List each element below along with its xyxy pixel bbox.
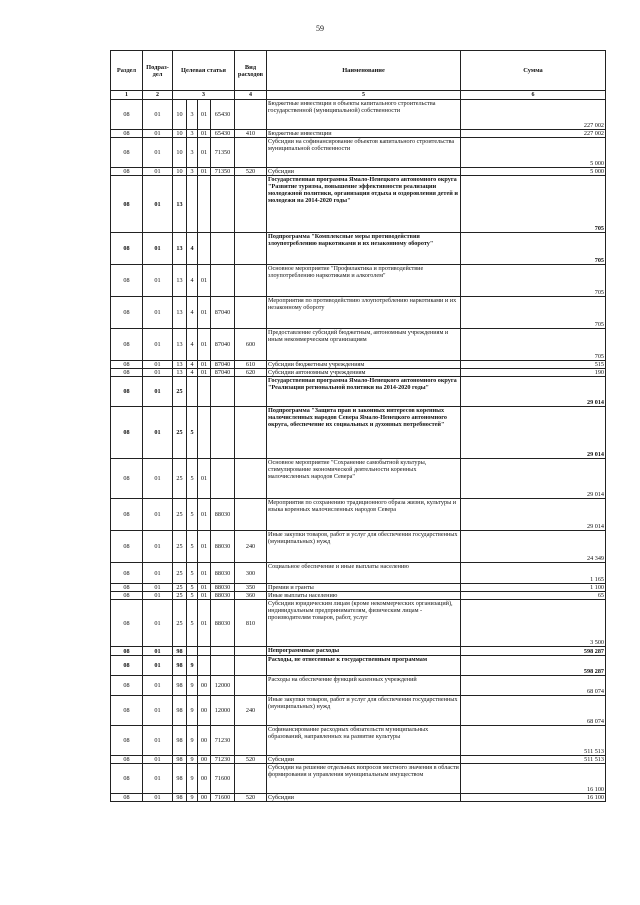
- cell-podrazdel: 01: [143, 130, 173, 138]
- cell-name: Мероприятия по сохранению традиционного образа жизни, культуры и языка коренных малочисленных народов Севера: [267, 499, 461, 531]
- table-row: [111, 407, 606, 459]
- cell-direction: 87040: [211, 361, 235, 369]
- cell-name: Расходы, не отнесенные к государственным программам: [267, 656, 461, 676]
- cell-name: Подпрограмма "Защита прав и законных интересов коренных малочисленных народов Севера Ямало-Ненецкого автономного округа, обеспечение их социальных и духовных потребностей": [267, 407, 461, 459]
- cell-subprogram: 9: [187, 794, 198, 802]
- cell-vid: 240: [235, 696, 267, 726]
- cell-vid: 620: [235, 369, 267, 377]
- cell-direction: 88030: [211, 584, 235, 592]
- cell-razdel: 08: [111, 499, 143, 531]
- cell-vid: [235, 647, 267, 656]
- cell-razdel: 08: [111, 696, 143, 726]
- cell-program: 98: [173, 726, 187, 756]
- cell-name: Иные закупки товаров, работ и услуг для обеспечения государственных (муниципальных) нужд: [267, 696, 461, 726]
- header-row: [111, 51, 606, 91]
- cell-name: Субсидии автономным учреждениям: [267, 369, 461, 377]
- cell-measure: 00: [198, 726, 211, 756]
- cell-sum: 511 513: [461, 756, 606, 764]
- cell-program: 98: [173, 656, 187, 676]
- cell-subprogram: 5: [187, 531, 198, 563]
- cell-direction: 71230: [211, 726, 235, 756]
- cell-name: Мероприятия по противодействию злоупотреблению наркотиками и их незаконному обороту: [267, 297, 461, 329]
- cell-sum: 5 000: [461, 168, 606, 176]
- cell-name: Субсидии: [267, 794, 461, 802]
- cell-razdel: 08: [111, 130, 143, 138]
- page-number: 59: [316, 24, 324, 33]
- cell-program: 25: [173, 459, 187, 499]
- cell-vid: 610: [235, 361, 267, 369]
- cell-program: 13: [173, 369, 187, 377]
- cell-subprogram: 5: [187, 600, 198, 647]
- cell-sum: 16 100: [461, 764, 606, 794]
- cell-subprogram: 3: [187, 130, 198, 138]
- cell-sum: 705: [461, 176, 606, 233]
- cell-direction: [211, 647, 235, 656]
- cell-program: 10: [173, 100, 187, 130]
- cell-sum: 705: [461, 329, 606, 361]
- cell-podrazdel: 01: [143, 499, 173, 531]
- cell-sum: 24 349: [461, 531, 606, 563]
- table-row: [111, 100, 606, 130]
- cell-vid: [235, 764, 267, 794]
- cell-direction: 88030: [211, 499, 235, 531]
- cell-name: Непрограммные расходы: [267, 647, 461, 656]
- cell-razdel: 08: [111, 361, 143, 369]
- cell-podrazdel: 01: [143, 361, 173, 369]
- cell-program: 13: [173, 361, 187, 369]
- cell-program: 98: [173, 794, 187, 802]
- cell-podrazdel: 01: [143, 407, 173, 459]
- table-row: [111, 138, 606, 168]
- cell-name: Бюджетные инвестиции: [267, 130, 461, 138]
- cell-subprogram: 3: [187, 138, 198, 168]
- table-row: [111, 130, 606, 138]
- cell-name: Основное мероприятие "Профилактика и противодействие злоупотреблению наркотиками и алкоголем": [267, 265, 461, 297]
- table-row: [111, 676, 606, 696]
- cell-measure: 01: [198, 168, 211, 176]
- cell-sum: 29 014: [461, 407, 606, 459]
- cell-direction: 71350: [211, 138, 235, 168]
- cell-podrazdel: 01: [143, 297, 173, 329]
- cell-direction: 88030: [211, 531, 235, 563]
- cell-measure: 01: [198, 499, 211, 531]
- cell-program: 98: [173, 764, 187, 794]
- cell-vid: [235, 176, 267, 233]
- cell-name: Иные выплаты населению: [267, 592, 461, 600]
- cell-subprogram: [187, 647, 198, 656]
- cell-vid: [235, 138, 267, 168]
- cell-subprogram: 5: [187, 407, 198, 459]
- cell-subprogram: 4: [187, 265, 198, 297]
- cell-subprogram: 3: [187, 100, 198, 130]
- cell-measure: 01: [198, 563, 211, 584]
- cell-vid: [235, 407, 267, 459]
- cell-program: 13: [173, 297, 187, 329]
- cell-measure: 01: [198, 369, 211, 377]
- table-row: [111, 361, 606, 369]
- cell-vid: [235, 726, 267, 756]
- cell-podrazdel: 01: [143, 100, 173, 130]
- table-row: [111, 265, 606, 297]
- cell-podrazdel: 01: [143, 531, 173, 563]
- cell-measure: 00: [198, 696, 211, 726]
- cell-podrazdel: 01: [143, 369, 173, 377]
- cell-sum: 227 002: [461, 100, 606, 130]
- table-row: [111, 764, 606, 794]
- cell-razdel: 08: [111, 647, 143, 656]
- cell-direction: [211, 656, 235, 676]
- cell-measure: [198, 233, 211, 265]
- cell-razdel: 08: [111, 531, 143, 563]
- col-header-name: Наименование: [267, 51, 461, 91]
- cell-sum: 515: [461, 361, 606, 369]
- cell-program: 25: [173, 563, 187, 584]
- cell-razdel: 08: [111, 265, 143, 297]
- cell-measure: [198, 377, 211, 407]
- table-row: [111, 647, 606, 656]
- cell-sum: 598 287: [461, 647, 606, 656]
- cell-measure: 01: [198, 100, 211, 130]
- cell-razdel: 08: [111, 592, 143, 600]
- cell-direction: 71600: [211, 794, 235, 802]
- cell-program: 13: [173, 329, 187, 361]
- cell-measure: 01: [198, 584, 211, 592]
- cell-razdel: 08: [111, 176, 143, 233]
- cell-vid: [235, 297, 267, 329]
- cell-measure: 00: [198, 794, 211, 802]
- cell-measure: 01: [198, 592, 211, 600]
- col-number: 6: [461, 91, 606, 100]
- table-row: [111, 696, 606, 726]
- cell-razdel: 08: [111, 233, 143, 265]
- cell-direction: [211, 265, 235, 297]
- column-number-row: [111, 91, 606, 100]
- cell-podrazdel: 01: [143, 176, 173, 233]
- cell-razdel: 08: [111, 100, 143, 130]
- cell-razdel: 08: [111, 329, 143, 361]
- cell-subprogram: 4: [187, 369, 198, 377]
- cell-measure: 01: [198, 600, 211, 647]
- cell-podrazdel: 01: [143, 764, 173, 794]
- cell-sum: 705: [461, 297, 606, 329]
- table-row: [111, 531, 606, 563]
- cell-razdel: 08: [111, 656, 143, 676]
- cell-podrazdel: 01: [143, 377, 173, 407]
- cell-vid: [235, 377, 267, 407]
- cell-subprogram: [187, 176, 198, 233]
- cell-name: Социальное обеспечение и иные выплаты населению: [267, 563, 461, 584]
- cell-podrazdel: 01: [143, 647, 173, 656]
- cell-vid: 350: [235, 584, 267, 592]
- cell-sum: 511 513: [461, 726, 606, 756]
- cell-program: 25: [173, 531, 187, 563]
- cell-sum: 29 014: [461, 499, 606, 531]
- cell-podrazdel: 01: [143, 459, 173, 499]
- col-header-vid: Вид расходов: [235, 51, 267, 91]
- cell-direction: 87040: [211, 297, 235, 329]
- cell-podrazdel: 01: [143, 329, 173, 361]
- cell-name: Основное мероприятие "Сохранение самобытной культуры, стимулирование экономической деятельности коренных малочисленных народов Севера": [267, 459, 461, 499]
- table-row: [111, 168, 606, 176]
- cell-sum: 1 165: [461, 563, 606, 584]
- table-row: [111, 794, 606, 802]
- cell-measure: 01: [198, 265, 211, 297]
- table-row: [111, 297, 606, 329]
- cell-razdel: 08: [111, 459, 143, 499]
- cell-subprogram: 9: [187, 726, 198, 756]
- col-header-sum: Сумма: [461, 51, 606, 91]
- cell-name: Бюджетные инвестиции в объекты капитального строительства государственной (муниципальной) собственности: [267, 100, 461, 130]
- cell-direction: 71230: [211, 756, 235, 764]
- col-header-razdel: Раздел: [111, 51, 143, 91]
- cell-subprogram: 4: [187, 329, 198, 361]
- table-row: [111, 329, 606, 361]
- cell-name: Иные закупки товаров, работ и услуг для обеспечения государственных (муниципальных) нужд: [267, 531, 461, 563]
- cell-program: 13: [173, 233, 187, 265]
- cell-direction: 71350: [211, 168, 235, 176]
- cell-subprogram: 3: [187, 168, 198, 176]
- cell-name: Субсидии на софинансирование объектов капитального строительства муниципальной собственности: [267, 138, 461, 168]
- table-row: [111, 756, 606, 764]
- cell-measure: [198, 176, 211, 233]
- cell-subprogram: 4: [187, 297, 198, 329]
- cell-razdel: 08: [111, 168, 143, 176]
- cell-direction: 65430: [211, 130, 235, 138]
- cell-podrazdel: 01: [143, 726, 173, 756]
- col-number: 5: [267, 91, 461, 100]
- cell-podrazdel: 01: [143, 600, 173, 647]
- cell-razdel: 08: [111, 563, 143, 584]
- cell-name: Государственная программа Ямало-Ненецкого автономного округа "Развитие туризма, повышение эффективности реализации молодежной политики, организация отдыха и оздоровления детей и молодежи на 2014-2020 годы": [267, 176, 461, 233]
- cell-sum: 29 014: [461, 459, 606, 499]
- cell-direction: 87040: [211, 369, 235, 377]
- cell-vid: 520: [235, 794, 267, 802]
- cell-subprogram: [187, 377, 198, 407]
- cell-direction: 71600: [211, 764, 235, 794]
- cell-vid: 360: [235, 592, 267, 600]
- cell-razdel: 08: [111, 764, 143, 794]
- cell-razdel: 08: [111, 600, 143, 647]
- cell-sum: 65: [461, 592, 606, 600]
- cell-direction: [211, 377, 235, 407]
- cell-subprogram: 5: [187, 459, 198, 499]
- cell-subprogram: 4: [187, 361, 198, 369]
- cell-vid: 410: [235, 130, 267, 138]
- col-number: 2: [143, 91, 173, 100]
- cell-subprogram: 5: [187, 499, 198, 531]
- col-number: 1: [111, 91, 143, 100]
- cell-podrazdel: 01: [143, 584, 173, 592]
- cell-sum: 1 100: [461, 584, 606, 592]
- table-row: [111, 176, 606, 233]
- cell-measure: 01: [198, 297, 211, 329]
- cell-program: 25: [173, 377, 187, 407]
- cell-podrazdel: 01: [143, 794, 173, 802]
- cell-podrazdel: 01: [143, 563, 173, 584]
- cell-direction: 88030: [211, 600, 235, 647]
- cell-name: Подпрограмма "Комплексные меры противодействия злоупотреблению наркотиками и их незаконному обороту": [267, 233, 461, 265]
- cell-vid: 300: [235, 563, 267, 584]
- cell-subprogram: 5: [187, 584, 198, 592]
- cell-podrazdel: 01: [143, 265, 173, 297]
- cell-program: 98: [173, 756, 187, 764]
- cell-vid: 520: [235, 756, 267, 764]
- cell-program: 25: [173, 584, 187, 592]
- cell-direction: [211, 176, 235, 233]
- cell-name: Субсидии бюджетным учреждениям: [267, 361, 461, 369]
- cell-measure: 00: [198, 756, 211, 764]
- cell-razdel: 08: [111, 369, 143, 377]
- cell-name: Субсидии: [267, 756, 461, 764]
- cell-direction: 88030: [211, 563, 235, 584]
- cell-sum: 68 074: [461, 676, 606, 696]
- cell-sum: 3 500: [461, 600, 606, 647]
- cell-direction: [211, 407, 235, 459]
- cell-vid: 520: [235, 168, 267, 176]
- cell-measure: 01: [198, 130, 211, 138]
- cell-direction: [211, 233, 235, 265]
- cell-podrazdel: 01: [143, 696, 173, 726]
- cell-razdel: 08: [111, 584, 143, 592]
- cell-program: 98: [173, 676, 187, 696]
- cell-razdel: 08: [111, 794, 143, 802]
- table-row: [111, 233, 606, 265]
- cell-razdel: 08: [111, 407, 143, 459]
- table-row: [111, 563, 606, 584]
- cell-direction: 12000: [211, 696, 235, 726]
- col-header-target: Целевая статья: [173, 51, 235, 91]
- table-row: [111, 499, 606, 531]
- table-row: [111, 369, 606, 377]
- cell-measure: 00: [198, 676, 211, 696]
- cell-program: 98: [173, 696, 187, 726]
- cell-sum: 598 287: [461, 656, 606, 676]
- cell-program: 25: [173, 600, 187, 647]
- cell-razdel: 08: [111, 726, 143, 756]
- cell-measure: 01: [198, 361, 211, 369]
- cell-measure: 01: [198, 329, 211, 361]
- cell-vid: 240: [235, 531, 267, 563]
- cell-vid: 600: [235, 329, 267, 361]
- cell-podrazdel: 01: [143, 138, 173, 168]
- cell-program: 98: [173, 647, 187, 656]
- cell-measure: [198, 407, 211, 459]
- table-row: [111, 726, 606, 756]
- col-header-podrazdel: Подраз-дел: [143, 51, 173, 91]
- cell-sum: 190: [461, 369, 606, 377]
- budget-table: [110, 50, 606, 802]
- table-row: [111, 592, 606, 600]
- cell-program: 10: [173, 130, 187, 138]
- cell-measure: 00: [198, 764, 211, 794]
- cell-direction: 12000: [211, 676, 235, 696]
- cell-vid: 810: [235, 600, 267, 647]
- col-number: 3: [173, 91, 235, 100]
- cell-subprogram: 9: [187, 756, 198, 764]
- cell-measure: 01: [198, 459, 211, 499]
- cell-name: Предоставление субсидий бюджетным, автономным учреждениям и иным некоммерческим организациям: [267, 329, 461, 361]
- cell-razdel: 08: [111, 676, 143, 696]
- cell-program: 10: [173, 138, 187, 168]
- cell-podrazdel: 01: [143, 233, 173, 265]
- cell-subprogram: 9: [187, 676, 198, 696]
- cell-measure: 01: [198, 531, 211, 563]
- cell-vid: [235, 459, 267, 499]
- cell-subprogram: 4: [187, 233, 198, 265]
- table-row: [111, 600, 606, 647]
- cell-podrazdel: 01: [143, 168, 173, 176]
- cell-name: Субсидии: [267, 168, 461, 176]
- col-number: 4: [235, 91, 267, 100]
- cell-name: Государственная программа Ямало-Ненецкого автономного округа "Реализация региональной политики на 2014-2020 годы": [267, 377, 461, 407]
- cell-subprogram: 9: [187, 656, 198, 676]
- cell-measure: 01: [198, 138, 211, 168]
- cell-subprogram: 9: [187, 696, 198, 726]
- cell-program: 25: [173, 407, 187, 459]
- table-row: [111, 584, 606, 592]
- cell-direction: [211, 459, 235, 499]
- cell-program: 10: [173, 168, 187, 176]
- cell-subprogram: 5: [187, 563, 198, 584]
- cell-podrazdel: 01: [143, 756, 173, 764]
- cell-name: Субсидии на решение отдельных вопросов местного значения в области формирования и управления муниципальным имуществом: [267, 764, 461, 794]
- cell-name: Субсидии юридическим лицам (кроме некоммерческих организаций), индивидуальным предпринимателям, физическим лицам - производителям товаров, работ, услуг: [267, 600, 461, 647]
- cell-sum: 705: [461, 265, 606, 297]
- cell-name: Премии и гранты: [267, 584, 461, 592]
- cell-podrazdel: 01: [143, 656, 173, 676]
- cell-subprogram: 9: [187, 764, 198, 794]
- cell-sum: 68 074: [461, 696, 606, 726]
- cell-vid: [235, 676, 267, 696]
- cell-sum: 227 002: [461, 130, 606, 138]
- cell-program: 25: [173, 499, 187, 531]
- cell-vid: [235, 499, 267, 531]
- cell-vid: [235, 233, 267, 265]
- cell-razdel: 08: [111, 377, 143, 407]
- cell-program: 25: [173, 592, 187, 600]
- cell-razdel: 08: [111, 756, 143, 764]
- cell-direction: 87040: [211, 329, 235, 361]
- table-row: [111, 377, 606, 407]
- cell-razdel: 08: [111, 138, 143, 168]
- cell-program: 13: [173, 265, 187, 297]
- cell-measure: [198, 647, 211, 656]
- cell-sum: 5 000: [461, 138, 606, 168]
- table-row: [111, 459, 606, 499]
- cell-podrazdel: 01: [143, 676, 173, 696]
- cell-program: 13: [173, 176, 187, 233]
- cell-name: Софинансирование расходных обязательств муниципальных образований, направленных на развитие культуры: [267, 726, 461, 756]
- cell-podrazdel: 01: [143, 592, 173, 600]
- cell-direction: 88030: [211, 592, 235, 600]
- cell-name: Расходы на обеспечение функций казенных учреждений: [267, 676, 461, 696]
- cell-subprogram: 5: [187, 592, 198, 600]
- cell-razdel: 08: [111, 297, 143, 329]
- cell-vid: [235, 100, 267, 130]
- cell-measure: [198, 656, 211, 676]
- table-row: [111, 656, 606, 676]
- cell-sum: 705: [461, 233, 606, 265]
- cell-vid: [235, 265, 267, 297]
- cell-sum: 16 100: [461, 794, 606, 802]
- cell-vid: [235, 656, 267, 676]
- cell-direction: 65430: [211, 100, 235, 130]
- cell-sum: 29 014: [461, 377, 606, 407]
